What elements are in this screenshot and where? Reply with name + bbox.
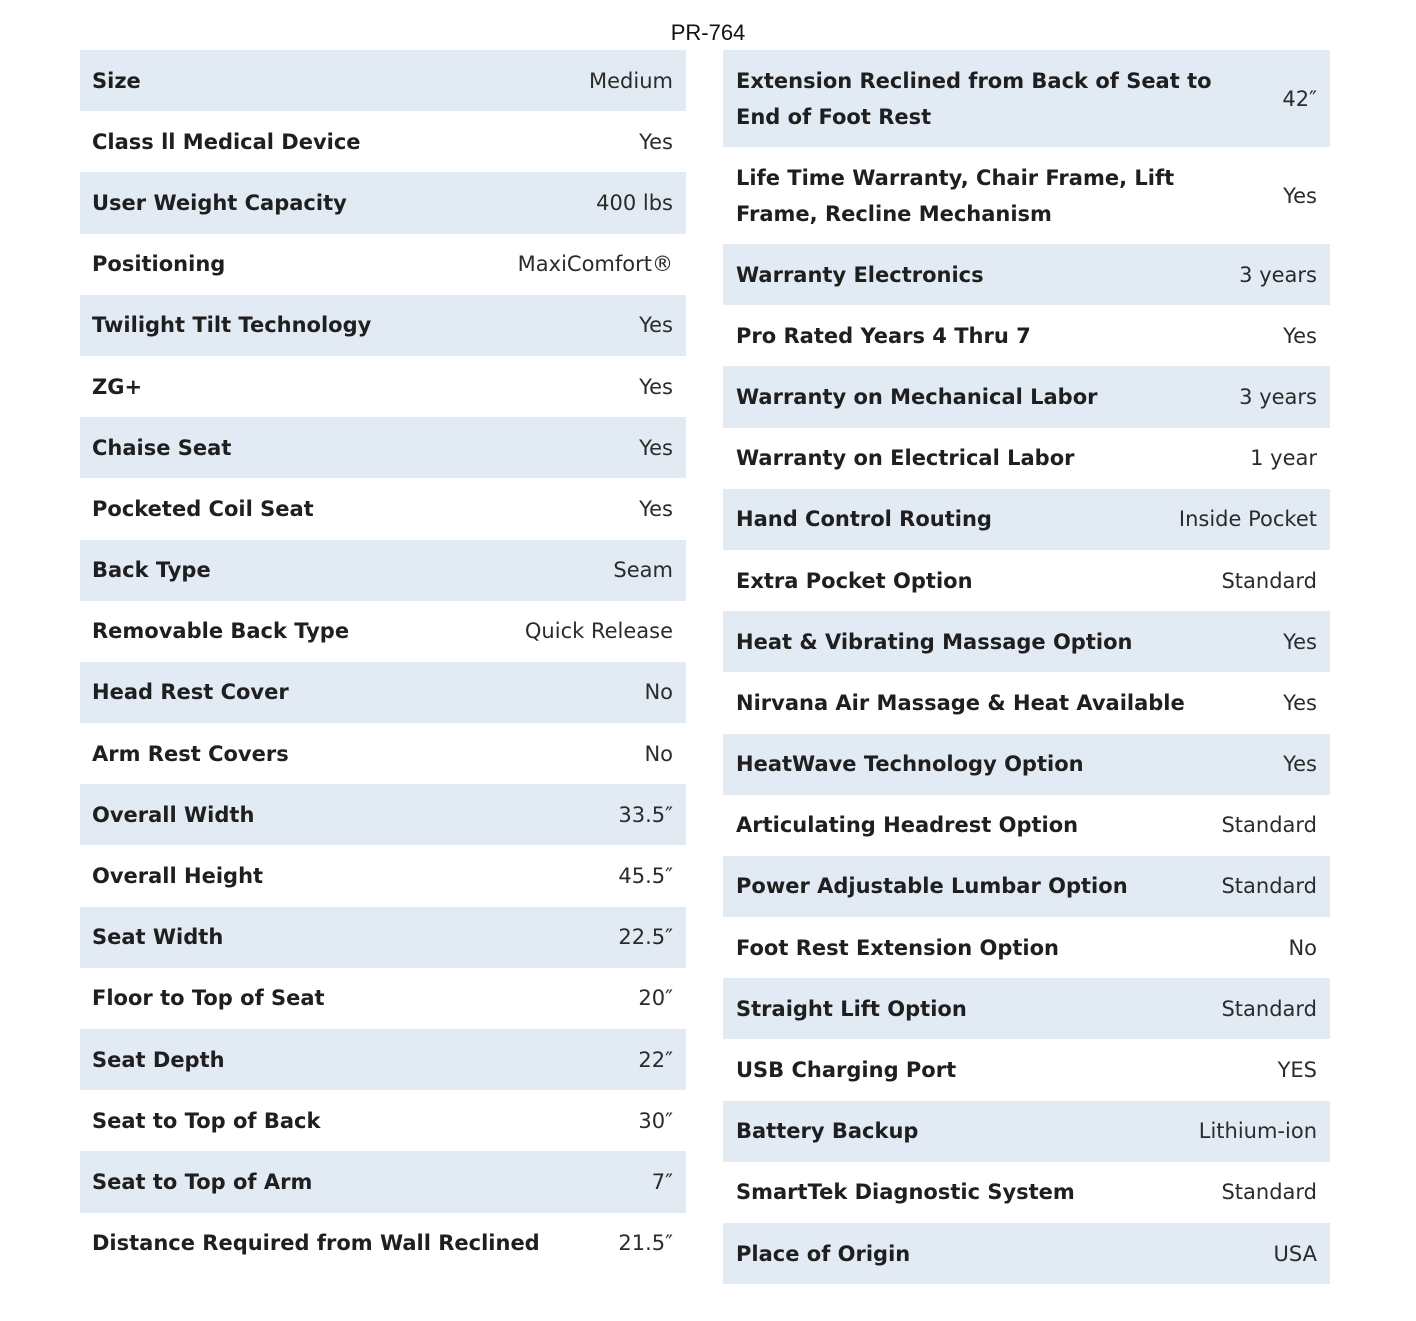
spec-label: Overall Width bbox=[92, 802, 255, 827]
spec-value: No bbox=[644, 680, 673, 705]
spec-label: Life Time Warranty, Chair Frame, Lift Frame, Recline Mechanism bbox=[736, 165, 1175, 226]
spec-label: Nirvana Air Massage & Heat Available bbox=[736, 690, 1185, 715]
spec-label: Articulating Headrest Option bbox=[736, 813, 1079, 838]
spec-label: Warranty on Electrical Labor bbox=[736, 446, 1075, 471]
spec-label: Head Rest Cover bbox=[92, 680, 289, 705]
spec-value: Yes bbox=[639, 374, 673, 399]
spec-value: Medium bbox=[589, 68, 673, 93]
spec-value: 1 year bbox=[1250, 446, 1317, 471]
spec-value: 22.5″ bbox=[618, 925, 673, 950]
spec-value: Yes bbox=[639, 313, 673, 338]
spec-value: Quick Release bbox=[524, 619, 673, 644]
spec-value: 7″ bbox=[651, 1169, 673, 1194]
spec-value: 33.5″ bbox=[618, 802, 673, 827]
spec-row bbox=[723, 147, 1330, 244]
spec-label: Positioning bbox=[92, 252, 226, 277]
spec-row bbox=[80, 845, 686, 906]
spec-value: 42″ bbox=[1282, 86, 1317, 111]
spec-row bbox=[80, 1151, 686, 1212]
spec-value: Yes bbox=[1283, 183, 1317, 208]
spec-label: Pocketed Coil Seat bbox=[92, 496, 314, 521]
spec-row bbox=[80, 478, 686, 539]
spec-label: Size bbox=[92, 68, 141, 93]
spec-label: Power Adjustable Lumbar Option bbox=[736, 874, 1128, 899]
spec-row bbox=[80, 540, 686, 601]
spec-label: Removable Back Type bbox=[92, 619, 350, 644]
spec-value: YES bbox=[1277, 1058, 1317, 1083]
spec-row bbox=[723, 856, 1330, 917]
spec-row bbox=[80, 50, 686, 111]
spec-label: Battery Backup bbox=[736, 1119, 919, 1144]
spec-label: SmartTek Diagnostic System bbox=[736, 1180, 1075, 1205]
spec-value: Standard bbox=[1221, 568, 1317, 593]
spec-value: No bbox=[644, 741, 673, 766]
page-title: PR-764 bbox=[670, 20, 746, 45]
spec-row bbox=[723, 611, 1330, 672]
spec-value: 22″ bbox=[638, 1047, 673, 1072]
spec-label: Pro Rated Years 4 Thru 7 bbox=[736, 323, 1031, 348]
spec-label: Floor to Top of Seat bbox=[92, 986, 325, 1011]
spec-row bbox=[80, 601, 686, 662]
spec-row bbox=[80, 234, 686, 295]
spec-label: Back Type bbox=[92, 558, 211, 583]
spec-label: Twilight Tilt Technology bbox=[92, 313, 372, 338]
spec-value: Yes bbox=[1283, 629, 1317, 654]
spec-value: Inside Pocket bbox=[1178, 507, 1317, 532]
spec-row bbox=[723, 550, 1330, 611]
spec-row bbox=[723, 428, 1330, 489]
spec-label: Class ll Medical Device bbox=[92, 129, 361, 154]
spec-value: 45.5″ bbox=[618, 864, 673, 889]
spec-label: Chaise Seat bbox=[92, 435, 232, 460]
spec-label: Seat Width bbox=[92, 925, 224, 950]
spec-row bbox=[80, 784, 686, 845]
spec-value: 3 years bbox=[1239, 262, 1317, 287]
spec-row bbox=[80, 111, 686, 172]
spec-label: Seat to Top of Arm bbox=[92, 1169, 313, 1194]
spec-value: Yes bbox=[639, 496, 673, 521]
spec-table-right bbox=[723, 50, 1330, 1284]
spec-value: Standard bbox=[1221, 1180, 1317, 1205]
spec-value: USA bbox=[1273, 1241, 1317, 1266]
spec-row bbox=[80, 662, 686, 723]
spec-label: Foot Rest Extension Option bbox=[736, 935, 1059, 960]
spec-row bbox=[723, 917, 1330, 978]
spec-value: 3 years bbox=[1239, 384, 1317, 409]
spec-row bbox=[723, 1039, 1330, 1100]
spec-row bbox=[723, 1223, 1330, 1284]
spec-value: Yes bbox=[639, 435, 673, 460]
spec-value: Standard bbox=[1221, 874, 1317, 899]
spec-value: No bbox=[1288, 935, 1317, 960]
spec-row bbox=[80, 1090, 686, 1151]
spec-value: 400 lbs bbox=[596, 190, 673, 215]
spec-value: Standard bbox=[1221, 996, 1317, 1021]
spec-row bbox=[80, 295, 686, 356]
spec-label: Extra Pocket Option bbox=[736, 568, 973, 593]
spec-row bbox=[723, 795, 1330, 856]
spec-label: Seat to Top of Back bbox=[92, 1108, 321, 1133]
spec-label: Overall Height bbox=[92, 864, 264, 889]
spec-row bbox=[723, 489, 1330, 550]
spec-value: Yes bbox=[1283, 752, 1317, 777]
spec-label: Place of Origin bbox=[736, 1241, 911, 1266]
spec-row bbox=[723, 244, 1330, 305]
spec-value: Standard bbox=[1221, 813, 1317, 838]
spec-row bbox=[80, 356, 686, 417]
spec-row bbox=[723, 366, 1330, 427]
spec-label: User Weight Capacity bbox=[92, 190, 347, 215]
spec-value: Yes bbox=[639, 129, 673, 154]
spec-row bbox=[723, 672, 1330, 733]
spec-value: 21.5″ bbox=[618, 1231, 673, 1256]
spec-value: 30″ bbox=[638, 1108, 673, 1133]
spec-label: Warranty on Mechanical Labor bbox=[736, 384, 1098, 409]
spec-row bbox=[80, 968, 686, 1029]
spec-label: Heat & Vibrating Massage Option bbox=[736, 629, 1133, 654]
spec-row bbox=[80, 907, 686, 968]
spec-row bbox=[723, 734, 1330, 795]
spec-value: Yes bbox=[1283, 690, 1317, 715]
spec-value: MaxiComfort® bbox=[517, 252, 673, 277]
spec-label: USB Charging Port bbox=[736, 1058, 957, 1083]
spec-row bbox=[723, 978, 1330, 1039]
spec-table-left bbox=[80, 50, 686, 1274]
spec-row bbox=[80, 1029, 686, 1090]
spec-label: ZG+ bbox=[92, 374, 143, 399]
spec-row bbox=[723, 50, 1330, 147]
spec-value: 20″ bbox=[638, 986, 673, 1011]
spec-row bbox=[723, 305, 1330, 366]
spec-row bbox=[723, 1101, 1330, 1162]
spec-row bbox=[80, 723, 686, 784]
spec-label: Distance Required from Wall Reclined bbox=[92, 1231, 540, 1256]
spec-label: Warranty Electronics bbox=[736, 262, 984, 287]
spec-label: HeatWave Technology Option bbox=[736, 752, 1084, 777]
spec-label: Arm Rest Covers bbox=[92, 741, 289, 766]
spec-value: Yes bbox=[1283, 323, 1317, 348]
spec-label: Extension Reclined from Back of Seat to End of Foot Rest bbox=[736, 68, 1212, 129]
spec-label: Straight Lift Option bbox=[736, 996, 967, 1021]
spec-value: Lithium-ion bbox=[1198, 1119, 1317, 1144]
spec-label: Seat Depth bbox=[92, 1047, 225, 1072]
spec-row bbox=[723, 1162, 1330, 1223]
spec-row bbox=[80, 172, 686, 233]
spec-value: Seam bbox=[613, 558, 673, 583]
spec-row bbox=[80, 1213, 686, 1274]
spec-label: Hand Control Routing bbox=[736, 507, 992, 532]
spec-row bbox=[80, 417, 686, 478]
